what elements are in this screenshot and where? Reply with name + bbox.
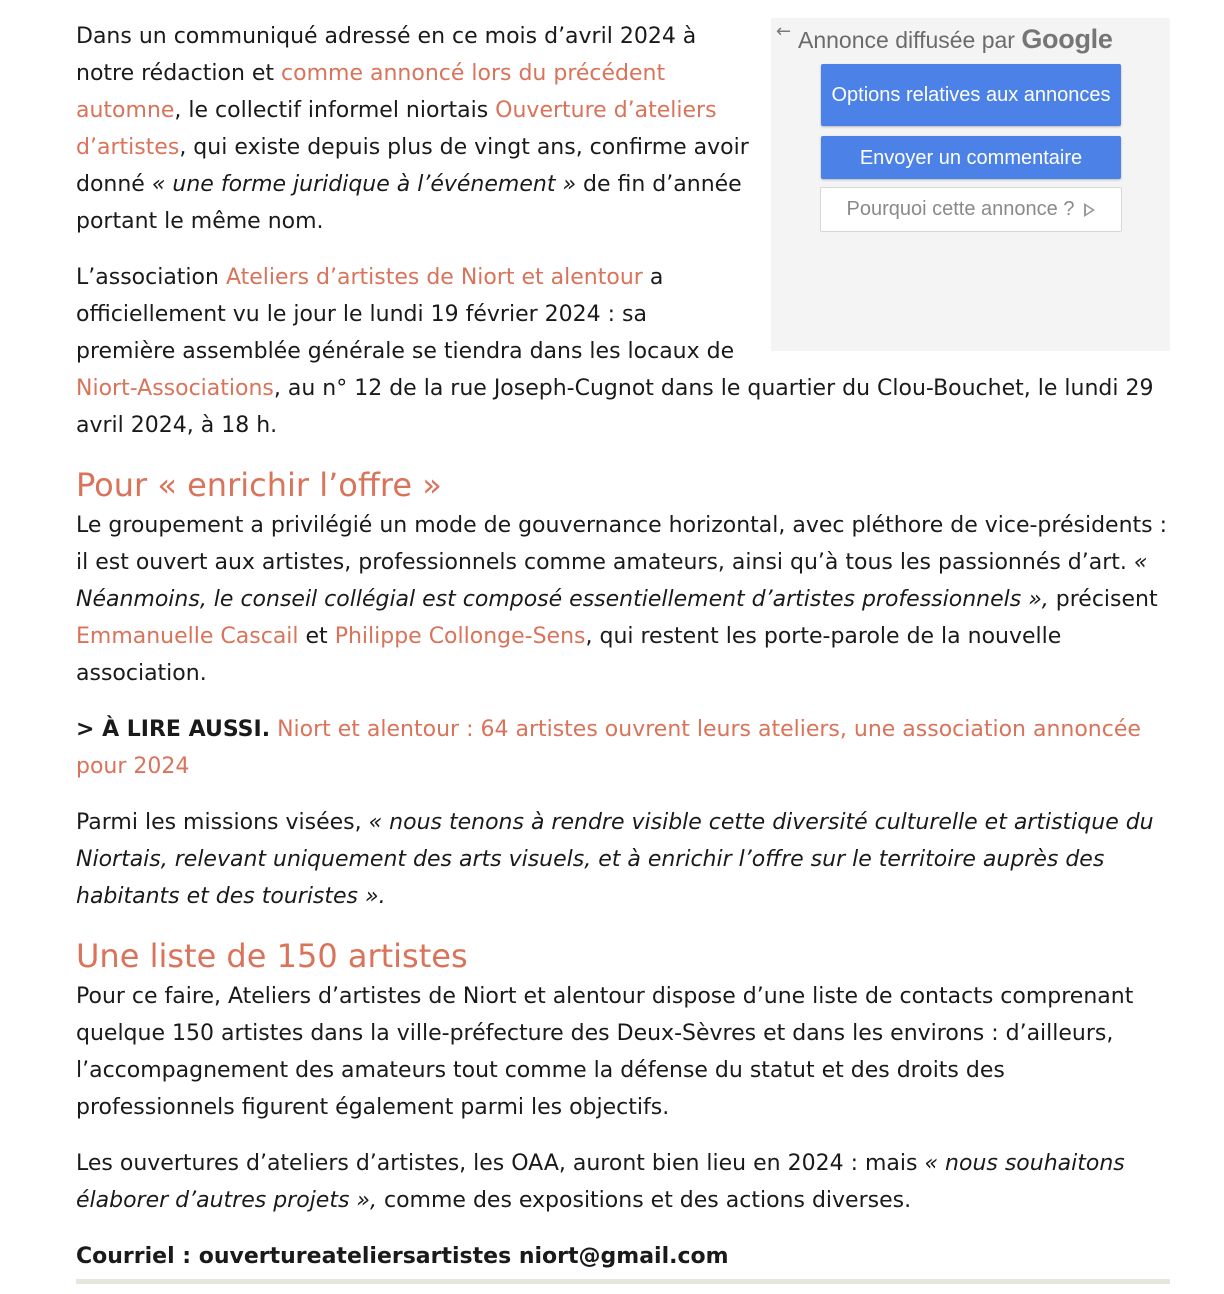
contact-email: Courriel : ouvertureateliersartistes niort@gmail.com — [76, 1244, 729, 1269]
ad-attribution — [798, 24, 1113, 55]
why-this-ad-button[interactable] — [820, 187, 1122, 232]
link-ateliers-niort[interactable]: Ateliers d’artistes de Niort et alentour — [225, 265, 643, 290]
quote: « Néanmoins, le conseil collégial est composé essentiellement d’artistes professionnels », — [76, 550, 1148, 612]
text: Parmi les missions visées, — [76, 810, 369, 835]
heading-enrichir-offre: Pour « enrichir l’offre » — [76, 466, 442, 504]
adchoices-icon — [1084, 203, 1095, 217]
ad-feedback-button[interactable]: Envoyer un commentaire — [821, 136, 1121, 179]
text: et — [298, 624, 335, 649]
quote: « une forme juridique à l’événement » — [151, 172, 577, 197]
paragraph-liste: Pour ce faire, Ateliers d’artistes de Niort et alentour dispose d’une liste de contacts comprenant quelque 150 artistes dans la ville-préfecture des Deux-Sèvres et dans les environs : d’ailleurs, l’accompagnement des amateurs tout comme la défense du statut et des droits des professionnels figurent également parmi les objectifs. — [76, 984, 1134, 1120]
ad-attribution-label: Annonce diffusée par — [798, 27, 1015, 53]
text: Les ouvertures d’ateliers d’artistes, les OAA, auront bien lieu en 2024 : mais — [76, 1151, 925, 1176]
text: Le groupement a privilégié un mode de gouvernance horizontal, avec pléthore de vice-présidents : il est ouvert aux artistes, professionnels comme amateurs, ainsi qu’à tous les passionnés d’art. — [76, 513, 1168, 575]
text: précisent — [1048, 587, 1158, 612]
why-this-ad-label: Pourquoi cette annonce ? — [846, 198, 1075, 220]
text: de fin d’année portant le même nom. — [76, 172, 742, 234]
text: , qui restent les porte-parole de la nouvelle association. — [76, 624, 1062, 686]
text: , qui existe depuis plus de vingt ans, confirme avoir donné — [76, 135, 749, 197]
paragraph-gouvernance — [76, 507, 1170, 692]
google-logo: Google — [1021, 24, 1113, 54]
link-annonce-automne[interactable]: comme annoncé lors du précédent automne — [76, 61, 666, 123]
article-body — [76, 18, 1170, 1294]
ad-options-button[interactable]: Options relatives aux annonces — [821, 64, 1121, 126]
read-also — [76, 711, 1170, 785]
quote: « nous tenons à rendre visible cette diversité culturelle et artistique du Niortais, relevant uniquement des arts visuels, et à enrichir l’offre sur le territoire auprès des habitants et des touristes ». — [76, 810, 1154, 909]
paragraph-missions — [76, 804, 1170, 915]
google-ad-panel — [771, 18, 1170, 351]
link-emmanuelle-cascail[interactable]: Emmanuelle Cascail — [76, 624, 299, 649]
read-also-link[interactable]: Niort et alentour : 64 artistes ouvrent leurs ateliers, une association annoncée pour 2024 — [76, 717, 1141, 779]
link-philippe-collonge-sens[interactable]: Philippe Collonge-Sens — [334, 624, 586, 649]
link-ouverture-ateliers[interactable]: Ouverture d’ateliers d’artistes — [76, 98, 717, 160]
read-also-label: > À LIRE AUSSI. — [76, 717, 271, 742]
text: , le collectif informel niortais — [174, 98, 496, 123]
text: comme des expositions et des actions diverses. — [377, 1188, 912, 1213]
text: Dans un communiqué adressé en ce mois d’avril 2024 à notre rédaction et — [76, 24, 697, 86]
text: , au n° 12 de la rue Joseph-Cugnot dans le quartier du Clou-Bouchet, le lundi 29 avril 2024, à 18 h. — [76, 376, 1154, 438]
text: a officiellement vu le jour le lundi 19 février 2024 : sa première assemblée générale se tiendra dans les locaux de — [76, 265, 735, 364]
text: L’association — [76, 265, 226, 290]
back-arrow-icon[interactable]: ← — [776, 21, 792, 42]
paragraph-oaa — [76, 1145, 1170, 1219]
heading-liste-artistes: Une liste de 150 artistes — [76, 937, 468, 975]
map-preview-strip — [76, 1279, 1170, 1284]
link-niort-associations[interactable]: Niort-Associations — [76, 376, 274, 401]
quote: « nous souhaitons élaborer d’autres projets », — [76, 1151, 1125, 1213]
